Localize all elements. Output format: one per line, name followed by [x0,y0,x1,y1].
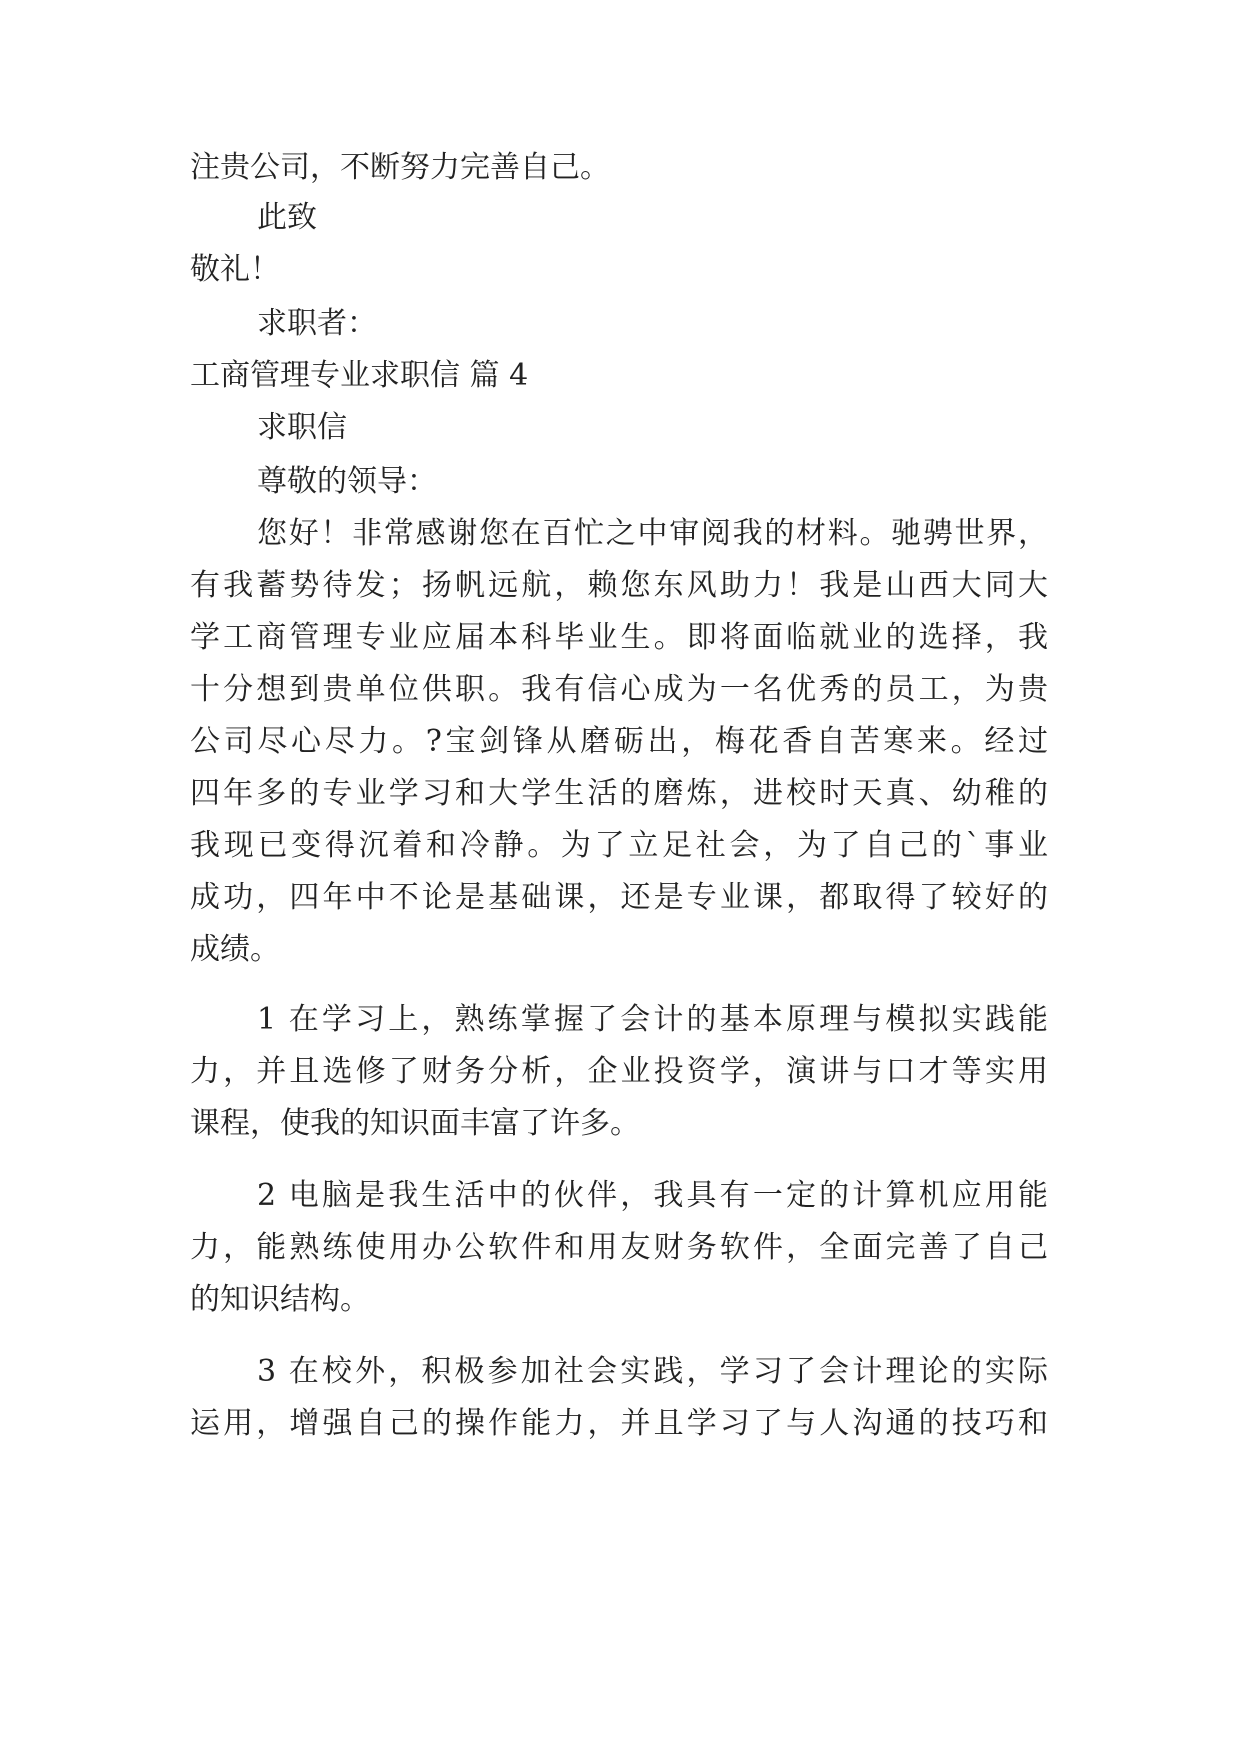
text-line: 力，能熟练使用办公软件和用友财务软件，全面完善了自己 [190,1230,1048,1265]
text-line: 注贵公司，不断努力完善自己。 [190,150,610,185]
text-line: 我现已变得沉着和冷静。为了立足社会，为了自己的`事业 [190,828,1048,863]
letter-title: 求职信 [257,410,347,445]
text-line: 成功，四年中不论是基础课，还是专业课，都取得了较好的 [190,880,1048,915]
text-line: 课程，使我的知识面丰富了许多。 [190,1106,640,1141]
text-line: 您好！非常感谢您在百忙之中审阅我的材料。驰骋世界， [257,516,1048,551]
text-line: 有我蓄势待发；扬帆远航，赖您东风助力！我是山西大同大 [190,568,1048,603]
closing-salutation: 此致 [257,200,317,235]
text-line: 十分想到贵单位供职。我有信心成为一名优秀的员工，为贵 [190,672,1048,707]
text-line: 2 电脑是我生活中的伙伴，我具有一定的计算机应用能 [257,1178,1048,1213]
text-line: 3 在校外，积极参加社会实践，学习了会计理论的实际 [257,1354,1048,1389]
text-line: 运用，增强自己的操作能力，并且学习了与人沟通的技巧和 [190,1406,1048,1441]
text-line: 成绩。 [190,932,280,967]
text-line: 力，并且选修了财务分析，企业投资学，演讲与口才等实用 [190,1054,1048,1089]
greeting: 尊敬的领导： [257,464,437,499]
text-line: 的知识结构。 [190,1282,370,1317]
section-heading: 工商管理专业求职信 篇 4 [190,358,529,393]
text-line: 四年多的专业学习和大学生活的磨炼，进校时天真、幼稚的 [190,776,1048,811]
signature-label: 求职者： [257,306,377,341]
text-line: 公司尽心尽力。?宝剑锋从磨砺出，梅花香自苦寒来。经过 [190,724,1048,759]
closing-regards: 敬礼！ [190,252,280,287]
text-line: 学工商管理专业应届本科毕业生。即将面临就业的选择，我 [190,620,1048,655]
text-line: 1 在学习上，熟练掌握了会计的基本原理与模拟实践能 [257,1002,1048,1037]
